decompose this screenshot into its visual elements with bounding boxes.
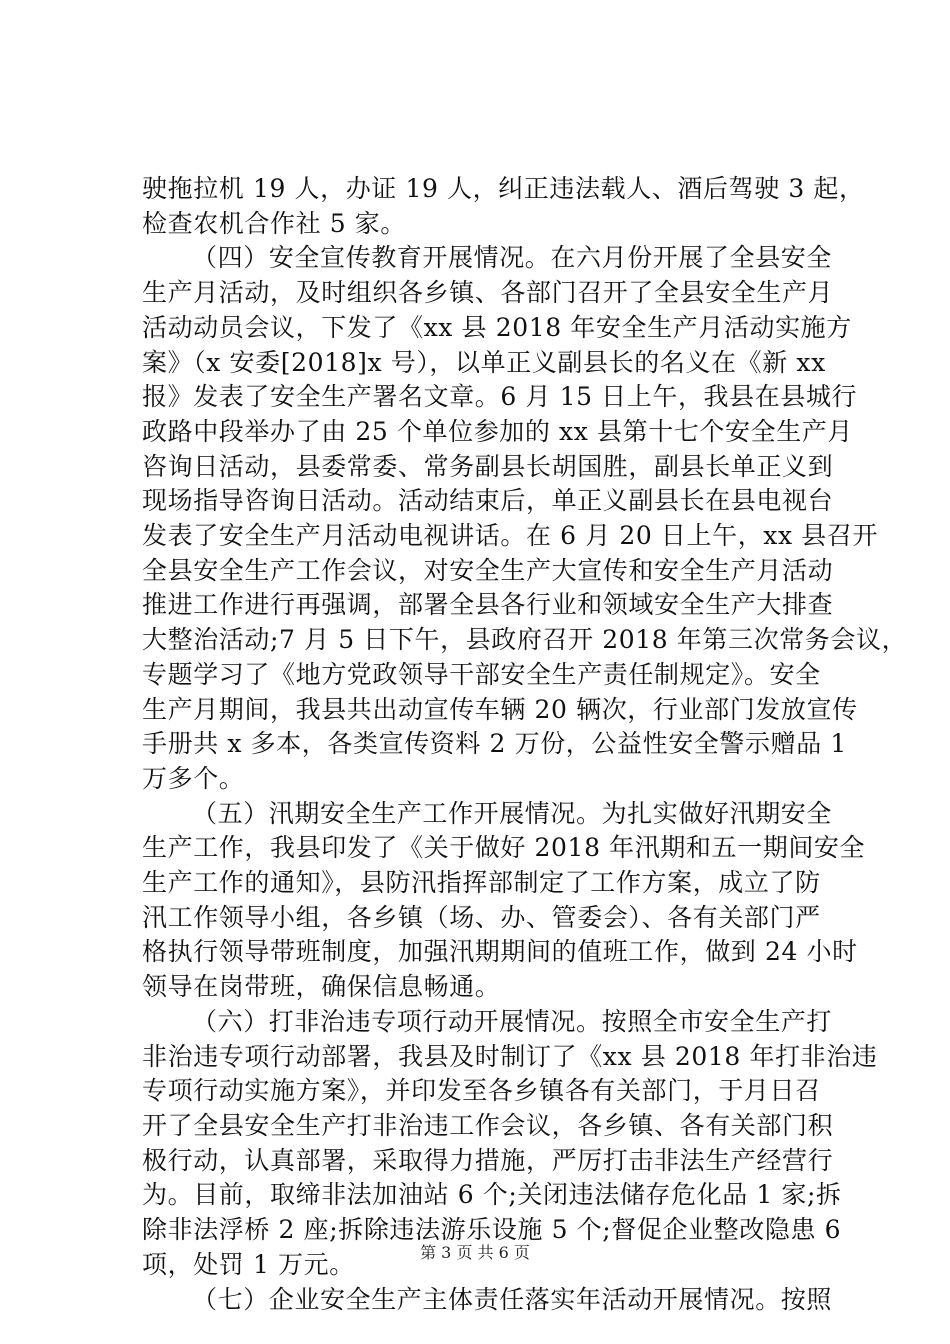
text-line: 除非法浮桥 2 座;拆除违法游乐设施 5 个;督促企业整改隐患 6 [142, 1215, 842, 1245]
text-line: 咨询日活动，县委常委、常务副县长胡国胜，副县长单正义到 [142, 451, 834, 481]
text-line: 发表了安全生产月活动电视讲话。在 6 月 20 日上午，xx 县召开 [142, 521, 879, 551]
text-line: 开了全县安全生产打非治违工作会议，各乡镇、各有关部门积 [142, 1110, 834, 1140]
text-line: 生产月活动，及时组织各乡镇、各部门召开了全县安全生产月 [142, 278, 834, 308]
section-heading-line: （四）安全宣传教育开展情况。在六月份开展了全县安全 [192, 243, 833, 273]
page-number-label: 第 3 页 共 6 页 [420, 1243, 530, 1262]
text-line: 生产月期间，我县共出动宣传车辆 20 辆次，行业部门发放宣传 [142, 694, 858, 724]
text-line: 报》发表了安全生产署名文章。6 月 15 日上午，我县在县城行 [142, 382, 858, 412]
text-line: 活动动员会议，下发了《xx 县 2018 年安全生产月活动实施方 [142, 312, 852, 342]
page-footer [0, 1240, 950, 1263]
text-line: 汛工作领导小组，各乡镇（场、办、管委会）、各有关部门严 [142, 902, 821, 932]
section-heading-line: （七）企业安全生产主体责任落实年活动开展情况。按照 [192, 1284, 833, 1314]
text-line: 现场指导咨询日活动。活动结束后，单正义副县长在县电视台 [142, 486, 834, 516]
text-line: 检查农机合作社 5 家。 [142, 208, 407, 238]
text-line: 大整治活动;7 月 5 日下午，县政府召开 2018 年第三次常务会议， [142, 625, 908, 655]
text-line: 专项行动实施方案》，并印发至各乡镇各有关部门，于月日召 [142, 1076, 821, 1106]
section-heading-line: （六）打非治违专项行动开展情况。按照全市安全生产打 [192, 1006, 833, 1036]
text-line: 为。目前，取缔非法加油站 6 个;关闭违法储存危化品 1 家;拆 [142, 1180, 842, 1210]
text-line: 手册共 x 多本，各类宣传资料 2 万份，公益性安全警示赠品 1 [142, 729, 847, 759]
text-line: 全县安全生产工作会议，对安全生产大宣传和安全生产月活动 [142, 555, 834, 585]
text-line: 项，处罚 1 万元。 [142, 1249, 355, 1279]
text-line: 推进工作进行再强调，部署全县各行业和领域安全生产大排查 [142, 590, 834, 620]
text-line: 驶拖拉机 19 人，办证 19 人，纠正违法载人、酒后驾驶 3 起， [142, 174, 865, 203]
text-line: 生产工作，我县印发了《关于做好 2018 年汛期和五一期间安全 [142, 833, 866, 863]
text-line: 万多个。 [142, 763, 245, 793]
text-line: 政路中段举办了由 25 个单位参加的 xx 县第十七个安全生产月 [142, 416, 853, 446]
document-body [142, 172, 908, 1317]
text-line: 案》（x 安委[2018]x 号），以单正义副县长的名义在《新 xx [142, 347, 826, 377]
text-line: 非治违专项行动部署，我县及时制订了《xx 县 2018 年打非治违 [142, 1041, 878, 1071]
text-line: 生产工作的通知》，县防汛指挥部制定了工作方案，成立了防 [142, 868, 821, 898]
text-line: 极行动，认真部署，采取得力措施，严厉打击非法生产经营行 [142, 1145, 834, 1175]
text-line: 专题学习了《地方党政领导干部安全生产责任制规定》。安全 [142, 659, 821, 689]
section-heading-line: （五）汛期安全生产工作开展情况。为扎实做好汛期安全 [192, 798, 833, 828]
text-line: 格执行领导带班制度，加强汛期期间的值班工作，做到 24 小时 [142, 937, 858, 967]
text-line: 领导在岗带班，确保信息畅通。 [142, 972, 501, 1002]
